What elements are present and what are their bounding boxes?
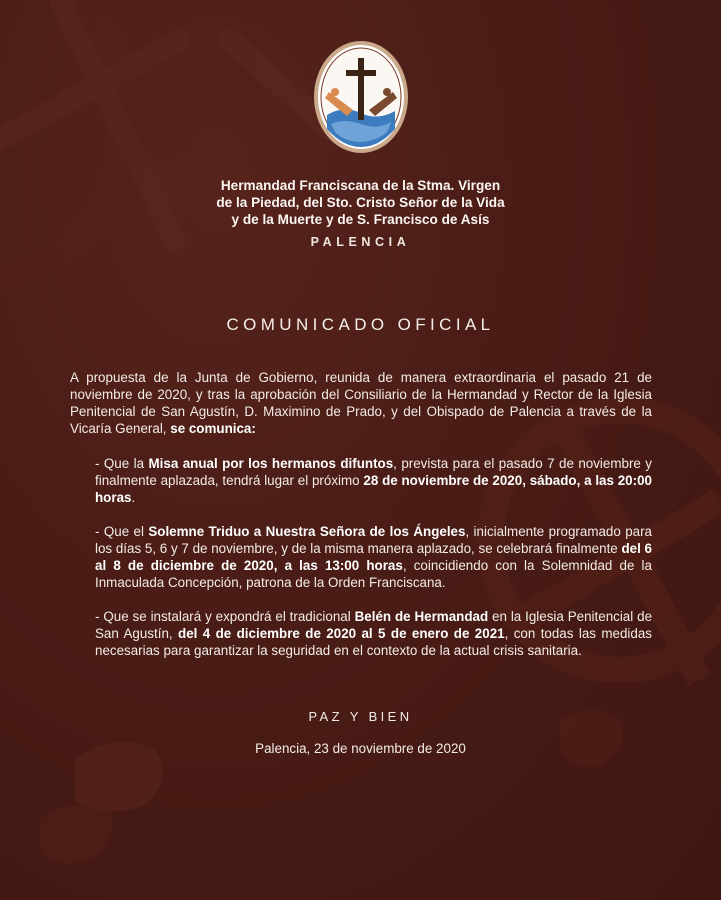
item-text: - Que se instalará y expondrá el tradicional <box>95 609 355 624</box>
organization-name <box>120 177 601 228</box>
document-title: COMUNICADO OFICIAL <box>226 315 495 334</box>
announcement-item-mass <box>95 455 652 506</box>
item-bold-text: 28 de noviembre de 2020, sábado, a las 20:00 horas <box>95 473 652 505</box>
item-bold-text: del 4 de diciembre de 2020 al 5 de enero de 2021 <box>178 626 505 641</box>
intro-paragraph <box>70 369 652 437</box>
city-name: PALENCIA <box>310 235 411 249</box>
franciscan-cross-emblem-icon <box>313 40 409 154</box>
item-text: , inicialmente programado para los días 5, 6 y 7 de noviembre, y de la misma manera aplazado, se celebrará finalmente <box>95 524 653 556</box>
intro-text: A propuesta de la Junta de Gobierno, reunida de manera extraordinaria el pasado 21 de noviembre de 2020, y tras la aprobación del Consiliario de la Hermandad y Rector de la Iglesia Penitencial de San Agustín, D. Maximino de Prado, y del Obispado de Palencia a través de la Vicaría General, <box>70 370 652 436</box>
item-text: en la Iglesia Penitencial de San Agustín, <box>95 609 653 641</box>
announcement-item-belen <box>95 608 652 659</box>
org-name-line-2: de la Piedad, del Sto. Cristo Señor de la Vida <box>216 195 505 210</box>
item-bold-text: del 6 al 8 de diciembre de 2020, a las 13:00 horas <box>95 541 652 573</box>
date-line: Palencia, 23 de noviembre de 2020 <box>255 741 466 756</box>
announcement-item-triduo <box>95 523 652 591</box>
item-bold-text: Misa anual por los hermanos difuntos <box>148 456 394 471</box>
item-text: , coincidiendo con la Solemnidad de la Inmaculada Concepción, patrona de la Orden Franciscana. <box>95 558 652 590</box>
item-text: , con todas las medidas necesarias para garantizar la seguridad en el contexto de la actual crisis sanitaria. <box>95 626 652 658</box>
item-text: - Que el <box>95 524 149 539</box>
item-text: , prevista para el pasado 7 de noviembre y finalmente aplazada, tendrá lugar el próximo <box>95 456 652 488</box>
item-bold-text: Solemne Triduo a Nuestra Señora de los Ángeles <box>148 524 466 539</box>
org-name-line-3: y de la Muerte y de S. Francisco de Asís <box>231 212 490 227</box>
item-text: . <box>131 490 136 505</box>
intro-bold-text: se comunica: <box>170 421 256 436</box>
item-text: - Que la <box>95 456 149 471</box>
item-bold-text: Belén de Hermandad <box>354 609 489 624</box>
closing-salutation: PAZ Y BIEN <box>308 709 413 724</box>
org-name-line-1: Hermandad Franciscana de la Stma. Virgen <box>220 178 501 193</box>
